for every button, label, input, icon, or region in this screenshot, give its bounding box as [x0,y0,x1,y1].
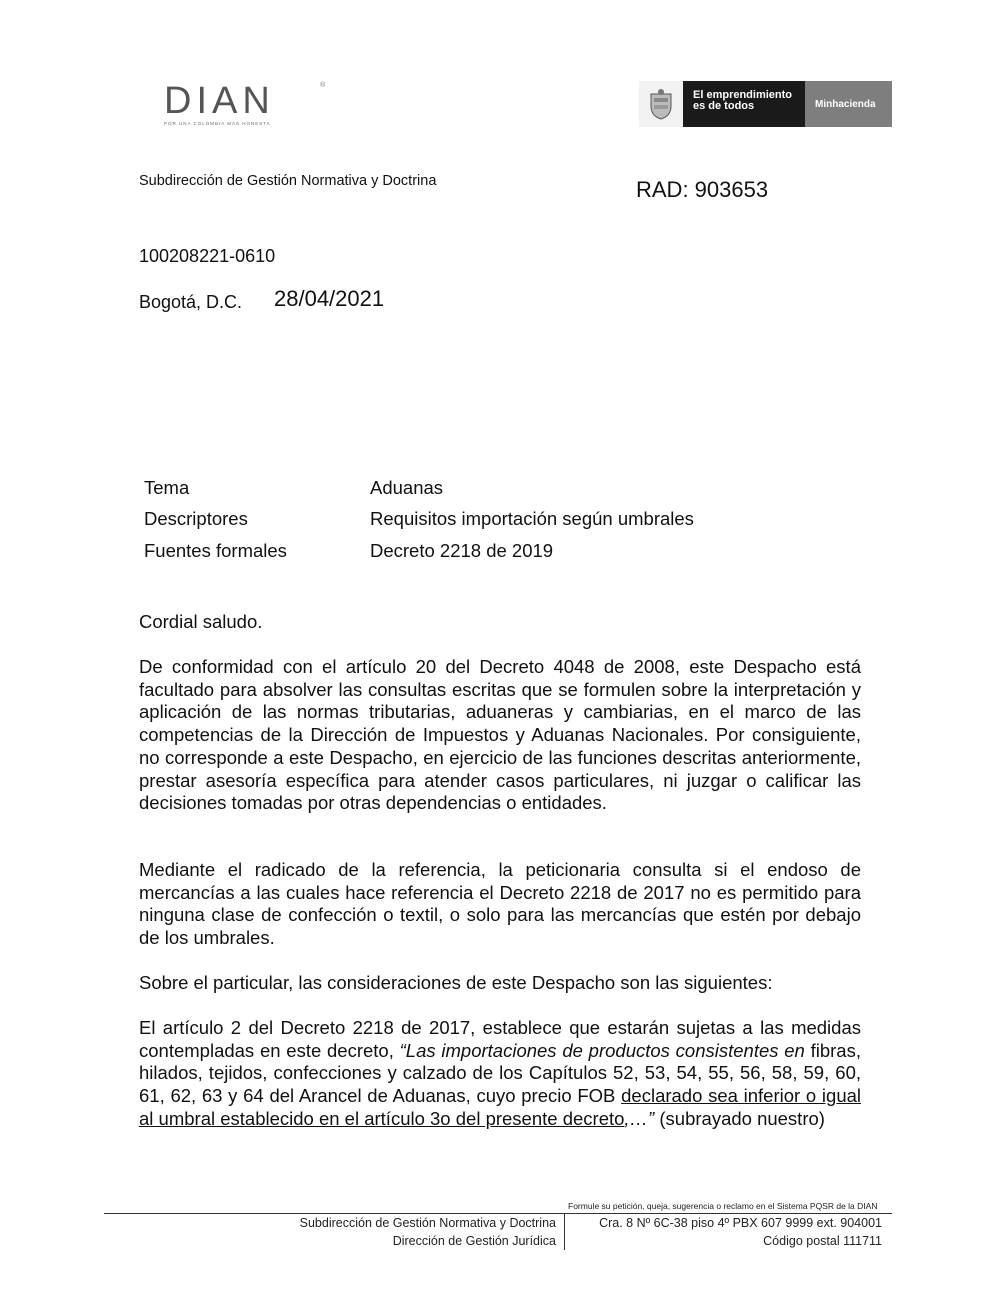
subject-table [140,472,694,567]
meta-value: Aduanas [370,476,444,498]
paragraph-competence: De conformidad con el artículo 20 del Decreto 4048 de 2008, este Despacho está facultado para absolver las consultas escritas que se formulen sobre la interpretación y aplicación de las normas tributarias, aduaneras y cambiarias, en el marco de las competencias de la Dirección de Impuestos y Aduanas Nacionales. Por consiguiente, no corresponde a este Despacho, en ejercicio de las funciones descritas anteriormente, prestar asesoría específica para atender casos particulares, ni juzgar o calificar las decisiones tomadas por otras dependencias o entidades. [139,656,861,814]
meta-value: Decreto 2218 de 2019 [370,539,554,561]
footer-vertical-divider [564,1214,565,1250]
article-quote-italic: “Las importaciones de productos consistentes en [399,1039,805,1061]
minhacienda-logo [639,81,892,127]
meta-key: Tema [144,476,190,498]
underline-note: (subrayado nuestro) [659,1107,825,1129]
dian-logo-wordmark: DIAN [164,80,275,122]
date: 28/04/2021 [274,286,385,311]
meta-key: Fuentes formales [144,539,287,561]
paragraph-query: Mediante el radicado de la referencia, la peticionaria consulta si el endoso de mercancías a las cuales hace referencia el Decreto 2218 de 2017 no es permitido para ninguna clase de confección o textil, o solo para las mercancías que estén por debajo de los umbrales. [139,859,861,949]
reference-number: 100208221-0610 [139,246,276,266]
article-quote-end: ,…” [624,1107,655,1129]
meta-value: Requisitos importación según umbrales [370,508,694,530]
footer-direction: Dirección de Gestión Jurídica [392,1234,556,1248]
footer-office: Subdirección de Gestión Normativa y Doctrina [299,1216,556,1230]
footer-address: Cra. 8 Nº 6C-38 piso 4º PBX 607 9999 ext. 904001 [599,1216,882,1230]
table-row [140,535,694,567]
rad-number: RAD: 903653 [636,177,769,202]
article-quote: fibras, hilados, tejidos, confecciones y calzado de los Capítulos 52, 53, 54, 55, 56, 58, 59, 60, 61, 62, 63 y 64 del Arancel de Aduanas, cuyo precio FOB [139,1039,861,1107]
footer-postal-code: Código postal 111711 [763,1234,882,1248]
footer-divider [104,1213,892,1214]
city: Bogotá, D.C. [139,292,243,312]
article-underlined: declarado sea inferior o igual al umbral establecido en el artículo 3o del presente decreto [139,1085,862,1129]
partner-ministry: Minhacienda [805,81,892,127]
partner-slogan: El emprendimiento es de todos [683,81,805,127]
paragraph-considerations: Sobre el particular, las consideraciones de este Despacho son las siguientes: [139,972,773,993]
dian-logo-tagline: POR UNA COLOMBIA MÁS HONESTA [164,121,271,126]
dian-logo [164,82,324,130]
table-row [140,504,694,536]
table-row [140,472,694,504]
paragraph-article [139,1017,861,1131]
pqsr-note: Formule su petición, queja, sugerencia o reclamo en el Sistema PQSR de la DIAN [568,1201,878,1211]
registered-mark-icon: ® [320,82,326,89]
office-heading: Subdirección de Gestión Normativa y Doctrina [139,173,437,189]
article-lead: El artículo 2 del Decreto 2218 de 2017, establece que estarán sujetas a las medidas contempladas en este decreto, [139,1017,861,1061]
meta-key: Descriptores [144,508,248,530]
greeting: Cordial saludo. [139,611,263,632]
coat-of-arms-icon [639,81,683,127]
